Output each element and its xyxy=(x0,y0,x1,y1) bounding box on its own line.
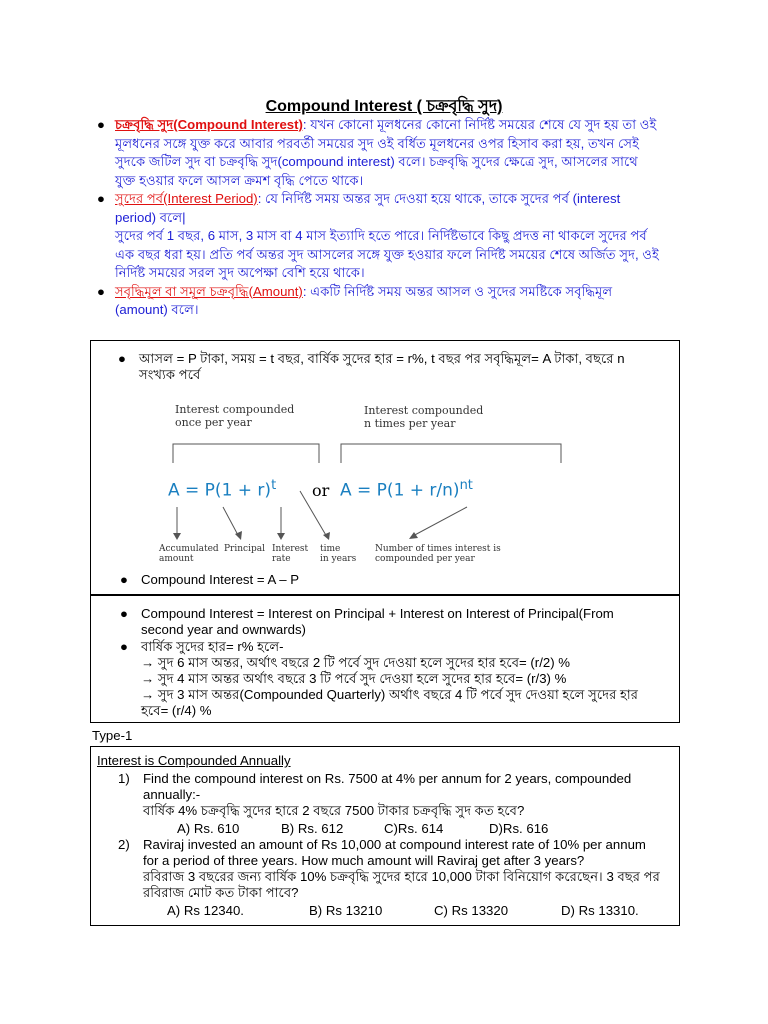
question-number: 1) xyxy=(118,771,130,786)
definition-compound-interest xyxy=(97,116,660,190)
bullet-icon: ● xyxy=(97,117,105,132)
bullet-icon: ● xyxy=(97,283,105,299)
formula-annual-exponent: t xyxy=(271,478,277,493)
rate-rule-four-monthly: → সুদ 4 মাস অন্তর অর্থাৎ বছরে 3 টি পর্বে সুদ দেওয়া হলে সুদের হার হবে= (r/3) % xyxy=(141,671,567,686)
page-title: Compound Interest ( চক্রবৃদ্ধি সুদ) xyxy=(265,98,503,115)
definition-interest-period xyxy=(97,190,660,283)
bullet-icon: ● xyxy=(120,572,128,587)
option-d: D) Rs 13310. xyxy=(561,903,639,918)
question-1-text: Find the compound interest on Rs. 7500 at 4% per annum for 2 years, compounded annually:- xyxy=(143,771,632,802)
section-heading: Interest is Compounded Annually xyxy=(97,753,291,768)
annot-principal: Principal xyxy=(224,544,265,554)
formula-annual-text: A = P(1 + r) xyxy=(168,480,272,501)
annot-accumulated-amount: Accumulated amount xyxy=(159,544,219,564)
question-2-bengali: রবিরাজ 3 বছরের জন্য বার্ষিক 10% চক্রবৃদ্ধি সুদের হারে 10,000 টাকা বিনিয়োগ করেছেন। 3 বছর পর রবিরাজ মোট কত টাকা পাবে? xyxy=(143,869,660,900)
compound-interest-formula-text: Compound Interest = A – P xyxy=(141,572,299,587)
compound-interest-formula-line xyxy=(120,572,299,588)
definition-text: : যে নির্দিষ্ট সময় অন্তর সুদ দেওয়া হয়ে থাকে, তাকে সুদের পর্ব (interest period) বলে| xyxy=(115,191,621,225)
notation-text: আসল = P টাকা, সময় = t বছর, বার্ষিক সুদের হার = r%, t বছর পর সবৃদ্ধিমূল= A টাকা, বছরে n সংখ্যক পর্বে xyxy=(139,351,625,382)
option-c: C) Rs 13320 xyxy=(434,903,509,918)
term-label: চক্রবৃদ্ধি সুদ(Compound Interest) xyxy=(115,117,303,132)
formula-n-times xyxy=(340,478,473,501)
questions-box xyxy=(90,746,680,926)
option-d: D)Rs. 616 xyxy=(489,821,549,836)
rate-rules-line xyxy=(120,639,661,719)
question-2 xyxy=(143,837,663,901)
rate-rules-heading: বার্ষিক সুদের হার= r% হলে- xyxy=(141,639,284,654)
formula-annual xyxy=(168,478,276,501)
formula-n-times-exponent: nt xyxy=(459,478,473,493)
or-word: or xyxy=(312,481,330,500)
rate-rule-half-yearly: → সুদ 6 মাস অন্তর, অর্থাৎ বছরে 2 টি পর্বে সুদ দেওয়া হলে সুদের হার হবে= (r/2) % xyxy=(141,655,570,670)
question-1 xyxy=(143,771,663,819)
rate-rules-box xyxy=(90,595,680,723)
question-1-bengali: বার্ষিক 4% চক্রবৃদ্ধি সুদের হারে 2 বছরে 7500 টাকার চক্রবৃদ্ধি সুদ কত হবে? xyxy=(143,803,525,818)
bullet-icon: ● xyxy=(120,639,128,654)
ci-definition-text: Compound Interest = Interest on Principal + Interest on Interest of Principal(From second year and ownwards) xyxy=(141,606,614,637)
annot-number-of-times: Number of times interest is compounded per year xyxy=(375,544,501,564)
annot-time-in-years: time in years xyxy=(320,544,357,564)
bullet-icon: ● xyxy=(120,606,128,621)
option-c: C)Rs. 614 xyxy=(384,821,444,836)
option-b: B) Rs 13210 xyxy=(309,903,383,918)
bullet-icon: ● xyxy=(97,191,105,206)
definition-extra-text: সুদের পর্ব 1 বছর, 6 মাস, 3 মাস বা 4 মাস ইত্যাদি হতে পারে। নির্দিষ্টভাবে কিছু প্রদত্ত না থাকলে সুদের পর্ব এক বছর ধরা হয়। প্রতি পর্ব অন্তর সুদ আসলের সঙ্গে যুক্ত হওয়ার ফলে নির্দিষ্ট সময়ের শেষে অর্জিত সুদ, ওই নির্দিষ্ট সময়ের সরল সুদ অপেক্ষা বেশি হয়ে থাকে। xyxy=(115,228,659,280)
definition-amount xyxy=(97,283,660,320)
question-2-text: Raviraj invested an amount of Rs 10,000 at compound interest rate of 10% per annum for a period of three years. How much amount will Raviraj get after 3 years? xyxy=(143,837,646,868)
label-once-per-year: Interest compounded once per year xyxy=(175,403,295,429)
definition-text: : যখন কোনো মূলধনের কোনো নির্দিষ্ট সময়ের শেষে যে সুদ হয় তা ওই মূলধনের সঙ্গে যুক্ত করে আবার পরবর্তী সময়ের সুদ ওই বর্ধিত মূলধনের ওপর হিসাব করা হয়, তখন সেই সুদকে জটিল সুদ বা চক্রবৃদ্ধি সুদ(compound interest) বলে। চক্রবৃদ্ধি সুদের ক্ষেত্রে সুদ, আসলের সাথে যুক্ত হওয়ার ফলে আসল ক্রমশ বৃদ্ধি পেতে থাকে। xyxy=(115,117,657,188)
question-number: 2) xyxy=(118,837,130,852)
option-b: B) Rs. 612 xyxy=(281,821,344,836)
rate-rule-quarterly: → সুদ 3 মাস অন্তর(Compounded Quarterly) অর্থাৎ বছরে 4 টি পর্বে সুদ দেওয়া হলে সুদের হার হবে= (r/4) % xyxy=(141,687,639,718)
type-label: Type-1 xyxy=(92,728,133,743)
option-a: A) Rs 12340. xyxy=(167,903,244,918)
annot-interest-rate: Interest rate xyxy=(272,544,309,564)
definition-text: : একটি নির্দিষ্ট সময় অন্তর আসল ও সুদের সমষ্টিকে সবৃদ্ধিমূল (amount) বলে। xyxy=(115,283,613,317)
definitions-list xyxy=(97,116,660,320)
option-a: A) Rs. 610 xyxy=(177,821,240,836)
term-label: সবৃদ্ধিমূল বা সমূল চক্রবৃদ্ধি(Amount) xyxy=(115,283,303,299)
formula-n-times-text: A = P(1 + r/n) xyxy=(340,480,460,501)
bullet-icon: ● xyxy=(118,351,126,366)
ci-definition-line xyxy=(120,606,641,638)
label-n-times-per-year: Interest compounded n times per year xyxy=(364,404,484,430)
formula-box xyxy=(90,340,680,595)
term-label: সুদের পর্ব(Interest Period) xyxy=(115,191,258,206)
